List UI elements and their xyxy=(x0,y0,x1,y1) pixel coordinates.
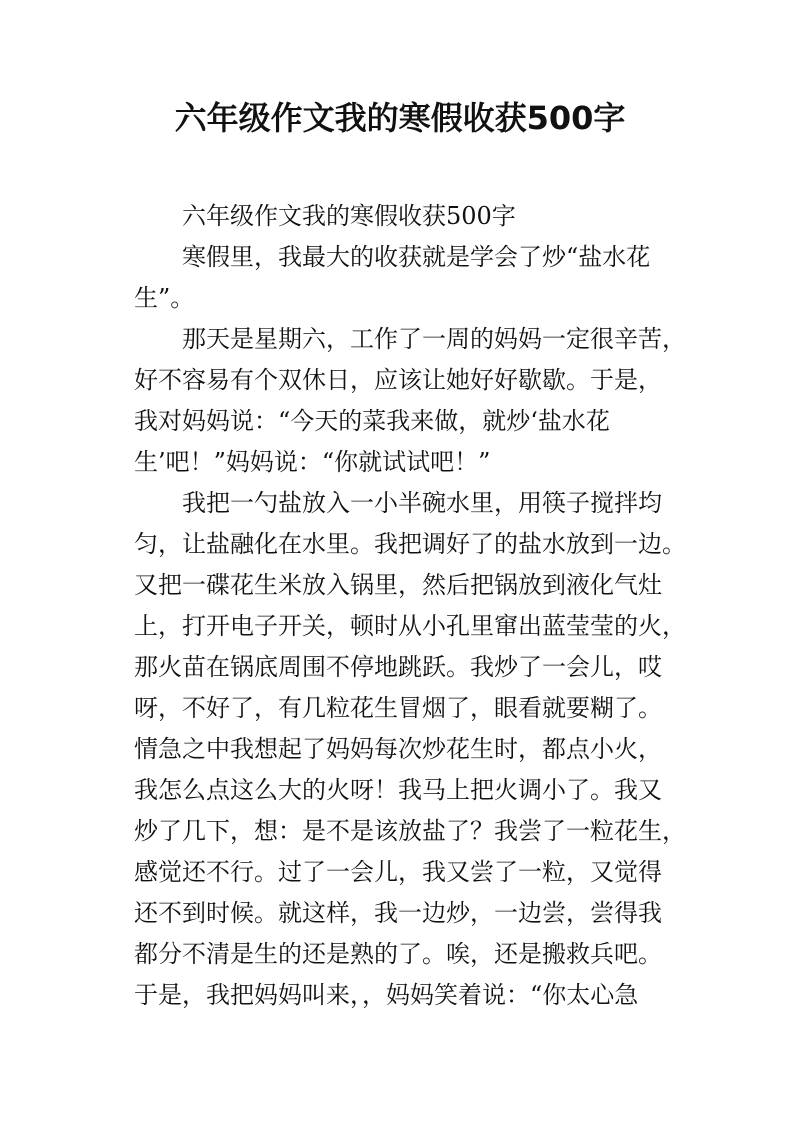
body-text-line: 六年级作文我的寒假收获500字 xyxy=(182,202,516,230)
body-text-line: 于是，我把妈妈叫来，，妈妈笑着说：“你太心急 xyxy=(134,981,639,1009)
body-text-line: 都分不清是生的还是熟的了。唉，还是搬救兵吧。 xyxy=(134,940,662,968)
body-text-line: 生”。 xyxy=(134,284,195,312)
body-text-line: 好不容易有个双休日，应该让她好好歇歇。于是， xyxy=(134,366,662,394)
document-body xyxy=(134,196,686,1016)
body-text-line: 匀，让盐融化在水里。我把调好了的盐水放到一边。 xyxy=(134,530,686,558)
body-text-line: 炒了几下，想：是不是该放盐了？我尝了一粒花生， xyxy=(134,817,686,845)
body-text-line: 那火苗在锅底周围不停地跳跃。我炒了一会儿，哎 xyxy=(134,653,662,681)
body-text-line: 呀，不好了，有几粒花生冒烟了，眼看就要糊了。 xyxy=(134,694,662,722)
body-text-line: 上，打开电子开关，顿时从小孔里窜出蓝莹莹的火， xyxy=(134,612,686,640)
body-text-line: 还不到时候。就这样，我一边炒，一边尝，尝得我 xyxy=(134,899,662,927)
body-text-line: 寒假里，我最大的收获就是学会了炒“盐水花 xyxy=(182,243,651,271)
document-title: 六年级作文我的寒假收获500字 xyxy=(174,99,626,137)
body-text-line: 我怎么点这么大的火呀！我马上把火调小了。我又 xyxy=(134,776,662,804)
body-text-line: 我把一勺盐放入一小半碗水里，用筷子搅拌均 xyxy=(182,489,662,517)
body-text-line: 我对妈妈说：“今天的菜我来做，就炒‘盐水花 xyxy=(134,407,610,435)
body-text-line: 那天是星期六，工作了一周的妈妈一定很辛苦， xyxy=(182,325,686,353)
body-text-line: 感觉还不行。过了一会儿，我又尝了一粒，又觉得 xyxy=(134,858,662,886)
body-text-line: 情急之中我想起了妈妈每次炒花生时，都点小火， xyxy=(134,735,662,763)
body-text-line: 生’吧！”妈妈说：“你就试试吧！” xyxy=(134,448,491,476)
body-text-line: 又把一碟花生米放入锅里，然后把锅放到液化气灶 xyxy=(134,571,662,599)
